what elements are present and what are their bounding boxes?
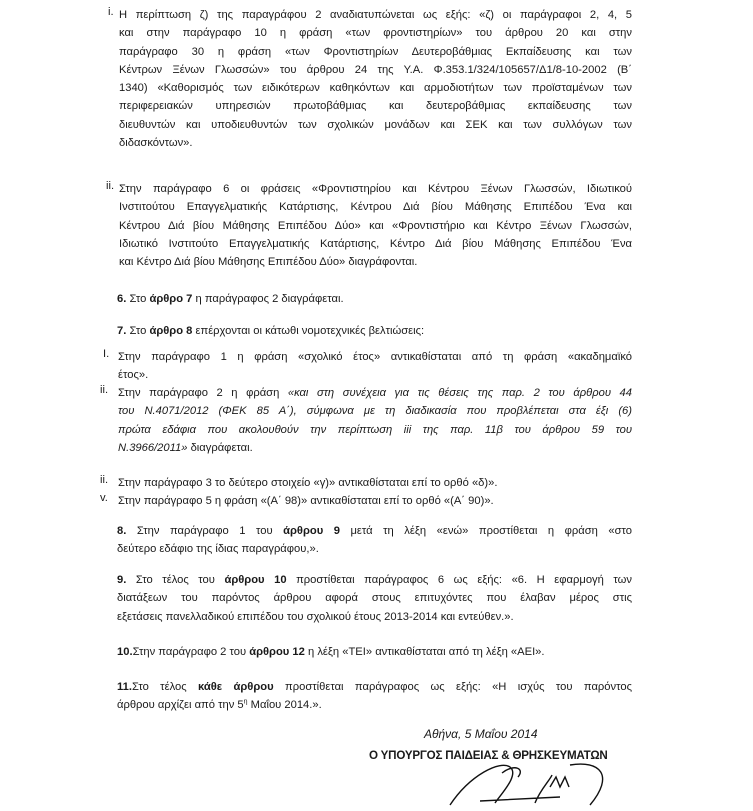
bold-text: 11. (117, 681, 132, 693)
bold-text: άρθρο 7 (149, 293, 193, 305)
text-segment: η λέξη «ΤΕΙ» αντικαθίσταται από τη λέξη «ΑΕΙ». (304, 646, 545, 658)
list-marker: ii. (100, 384, 109, 396)
paragraph-block (106, 180, 632, 271)
text-segment: επέρχονται οι κάτωθι νομοτεχνικές βελτιώσεις: (192, 325, 425, 337)
signature-date: Αθήνα, 5 Μαΐου 2014 (424, 727, 538, 741)
text-line (119, 134, 632, 152)
text-segment: Στο τέλος (131, 681, 199, 693)
text-segment: η (243, 698, 248, 706)
text-line (118, 421, 632, 439)
text-line (117, 522, 632, 540)
text-segment: διαγράφεται. (187, 441, 253, 454)
paragraph-block (117, 678, 632, 715)
text-segment: Στην παράγραφο 1 του (136, 525, 284, 537)
bold-text: 9. (117, 574, 136, 586)
text-segment: άρθρου αρχίζει από την 5 (117, 699, 244, 712)
text-segment: Ιδιωτικό Ινστιτούτο Επαγγελματικής Κατάρτισης, Κέντρο Διά βίου Μάθησης Επιπέδου Ένα (119, 237, 632, 250)
text-line (117, 608, 632, 626)
text-segment: διδασκόντων». (119, 137, 193, 150)
text-line (118, 366, 632, 384)
text-segment: η παράγραφος 2 διαγράφεται. (192, 293, 344, 305)
list-marker: v. (100, 492, 108, 504)
paragraph-block (117, 290, 632, 308)
text-segment: και στην παράγραφο 10 η φράση «των φροντιστηρίων» του άρθρου 20 και στην (119, 27, 632, 40)
text-line (117, 322, 632, 340)
text-line (119, 180, 632, 198)
text-segment: Η περίπτωση ζ) της παραγράφου 2 αναδιατυπώνεται ως εξής: «ζ) οι παράγραφοι 2, 4, 5 (119, 9, 632, 21)
text-line (119, 116, 632, 134)
text-segment: Στην παράγραφο 2 του (132, 646, 250, 658)
signatory-title: Ο ΥΠΟΥΡΓΟΣ ΠΑΙΔΕΙΑΣ & ΘΡΗΣΚΕΥΜΑΤΩΝ (369, 749, 608, 762)
text-segment: Στο (129, 293, 150, 305)
list-marker: ii. (106, 180, 115, 192)
text-segment: Στην παράγραφο 1 η φράση «σχολικό έτος» αντικαθίσταται από τη φράση «ακαδημαϊκό (118, 351, 632, 363)
text-line (119, 79, 632, 97)
text-line (117, 540, 632, 558)
paragraph-block (100, 492, 632, 510)
bold-text: άρθρου 12 (249, 646, 305, 658)
text-segment: Στο (129, 325, 150, 337)
text-segment: Στην παράγραφο 5 η φράση «(Α΄ 98)» αντικαθίσταται επί το ορθό «(Α΄ 90)». (118, 495, 494, 507)
text-line (118, 348, 632, 366)
text-segment: δεύτερο εδάφιο της ίδιας παραγράφου,». (117, 543, 319, 556)
text-line (119, 97, 632, 115)
text-line (119, 217, 632, 235)
italic-text: πρώτα εδάφια που ακολουθούν την περίπτωση iii της παρ. 11β του άρθρου 59 του (118, 423, 632, 436)
text-segment: Στο τέλος του (135, 574, 225, 586)
text-line (118, 402, 632, 420)
italic-text: Ν.3966/2011» (118, 441, 188, 454)
text-line (117, 643, 632, 661)
bold-text: 8. (117, 525, 137, 537)
text-segment: περιφερειακών υπηρεσιών πρωτοβάθμιας και δευτεροβάθμιας εκπαίδευσης των (119, 100, 632, 113)
text-line (117, 589, 632, 607)
list-marker: I. (103, 348, 110, 360)
paragraph-block (100, 384, 633, 457)
text-line (117, 571, 632, 589)
text-line (117, 290, 632, 308)
italic-text: «και στη συνέχεια για τις θέσεις της παρ. 2 του άρθρου 44 (287, 387, 633, 399)
list-marker: i. (108, 6, 114, 18)
text-segment: έτος». (118, 369, 149, 382)
bold-text: άρθρου 9 (283, 525, 340, 537)
paragraph-block (117, 571, 632, 626)
paragraph-block (100, 474, 632, 492)
text-segment: προστίθεται παράγραφος ως εξής: «Η ισχύς του παρόντος (273, 681, 632, 693)
handwritten-signature (440, 755, 640, 811)
bold-text: άρθρου 10 (224, 574, 287, 586)
text-line (119, 6, 632, 24)
text-line (118, 384, 632, 402)
paragraph-block (117, 643, 632, 661)
text-segment: διευθυντών και υποδιευθυντών των σχολικών μονάδων και ΣΕΚ και των συλλόγων των (119, 118, 632, 131)
text-segment: Μαΐου 2014.». (247, 699, 322, 712)
text-line (119, 235, 632, 253)
list-marker: ii. (100, 474, 109, 486)
text-line (119, 61, 632, 79)
text-segment: και Κέντρο Διά βίου Μάθησης Επιπέδου Δύο» διαγράφονται. (119, 256, 418, 269)
text-segment: προστίθεται παράγραφος 6 ως εξής: «6. Η εφαρμογή των (286, 574, 632, 586)
text-segment: 1340) «Καθορισμός των ειδικότερων καθηκόντων και αρμοδιοτήτων των προϊσταμένων των (119, 82, 632, 95)
paragraph-block (103, 348, 632, 385)
text-line (119, 198, 632, 216)
text-line (117, 696, 632, 714)
text-segment: εξετάσεις πανελλαδικού επιπέδου του σχολικού έτους 2013-2014 και εντεύθεν.». (117, 610, 514, 623)
bold-text: άρθρο 8 (149, 325, 193, 337)
text-segment: Στην παράγραφο 6 οι φράσεις «Φροντιστηρίου και Κέντρου Ξένων Γλωσσών, Ιδιωτικού (119, 183, 632, 195)
bold-text: κάθε άρθρου (198, 681, 274, 693)
text-segment: Στην παράγραφο 2 η φράση (118, 387, 288, 399)
text-segment: διατάξεων του παρόντος άρθρου αφορά στους επιτυχόντες που έλαβαν μέρος στις (117, 592, 632, 605)
text-line (118, 492, 632, 510)
text-segment: παράγραφο 30 η φράση «των Φροντιστηρίων Δευτεροβάθμιας Εκπαίδευσης και των (119, 45, 632, 58)
text-segment: Ινστιτούτου Επαγγελματικής Κατάρτισης, Κέντρου Διά βίου Μάθησης Επιπέδου Ένα και (119, 201, 632, 214)
paragraph-block (117, 322, 632, 340)
text-line (118, 474, 632, 492)
bold-text: 6. (117, 293, 130, 305)
text-line (118, 439, 632, 457)
paragraph-block (117, 522, 632, 559)
text-line (117, 678, 632, 696)
text-segment: Στην παράγραφο 3 το δεύτερο στοιχείο «γ)» αντικαθίσταται επί το ορθό «δ)». (118, 477, 498, 489)
paragraph-block (108, 6, 632, 152)
text-segment: Κέντρων Ξένων Γλωσσών» του άρθρου 24 της Υ.Α. Φ.353.1/324/105657/Δ1/8-10-2002 (Β΄ (119, 63, 632, 76)
text-line (119, 253, 632, 271)
text-segment: Κέντρου Διά βίου Μάθησης Επιπέδου Δύο» και «Φροντιστήριο και Κέντρο Ξένων Γλωσσών, (119, 219, 632, 232)
bold-text: 7. (117, 325, 130, 337)
text-segment: μετά τη λέξη «ενώ» προστίθεται η φράση «στο (339, 525, 632, 537)
text-line (119, 43, 632, 61)
text-line (119, 24, 632, 42)
bold-text: 10. (117, 646, 133, 658)
italic-text: του Ν.4071/2012 (ΦΕΚ 85 Α΄), σύμφωνα με τη διαδικασία που προβλέπεται στα έξι (6) (118, 405, 632, 418)
